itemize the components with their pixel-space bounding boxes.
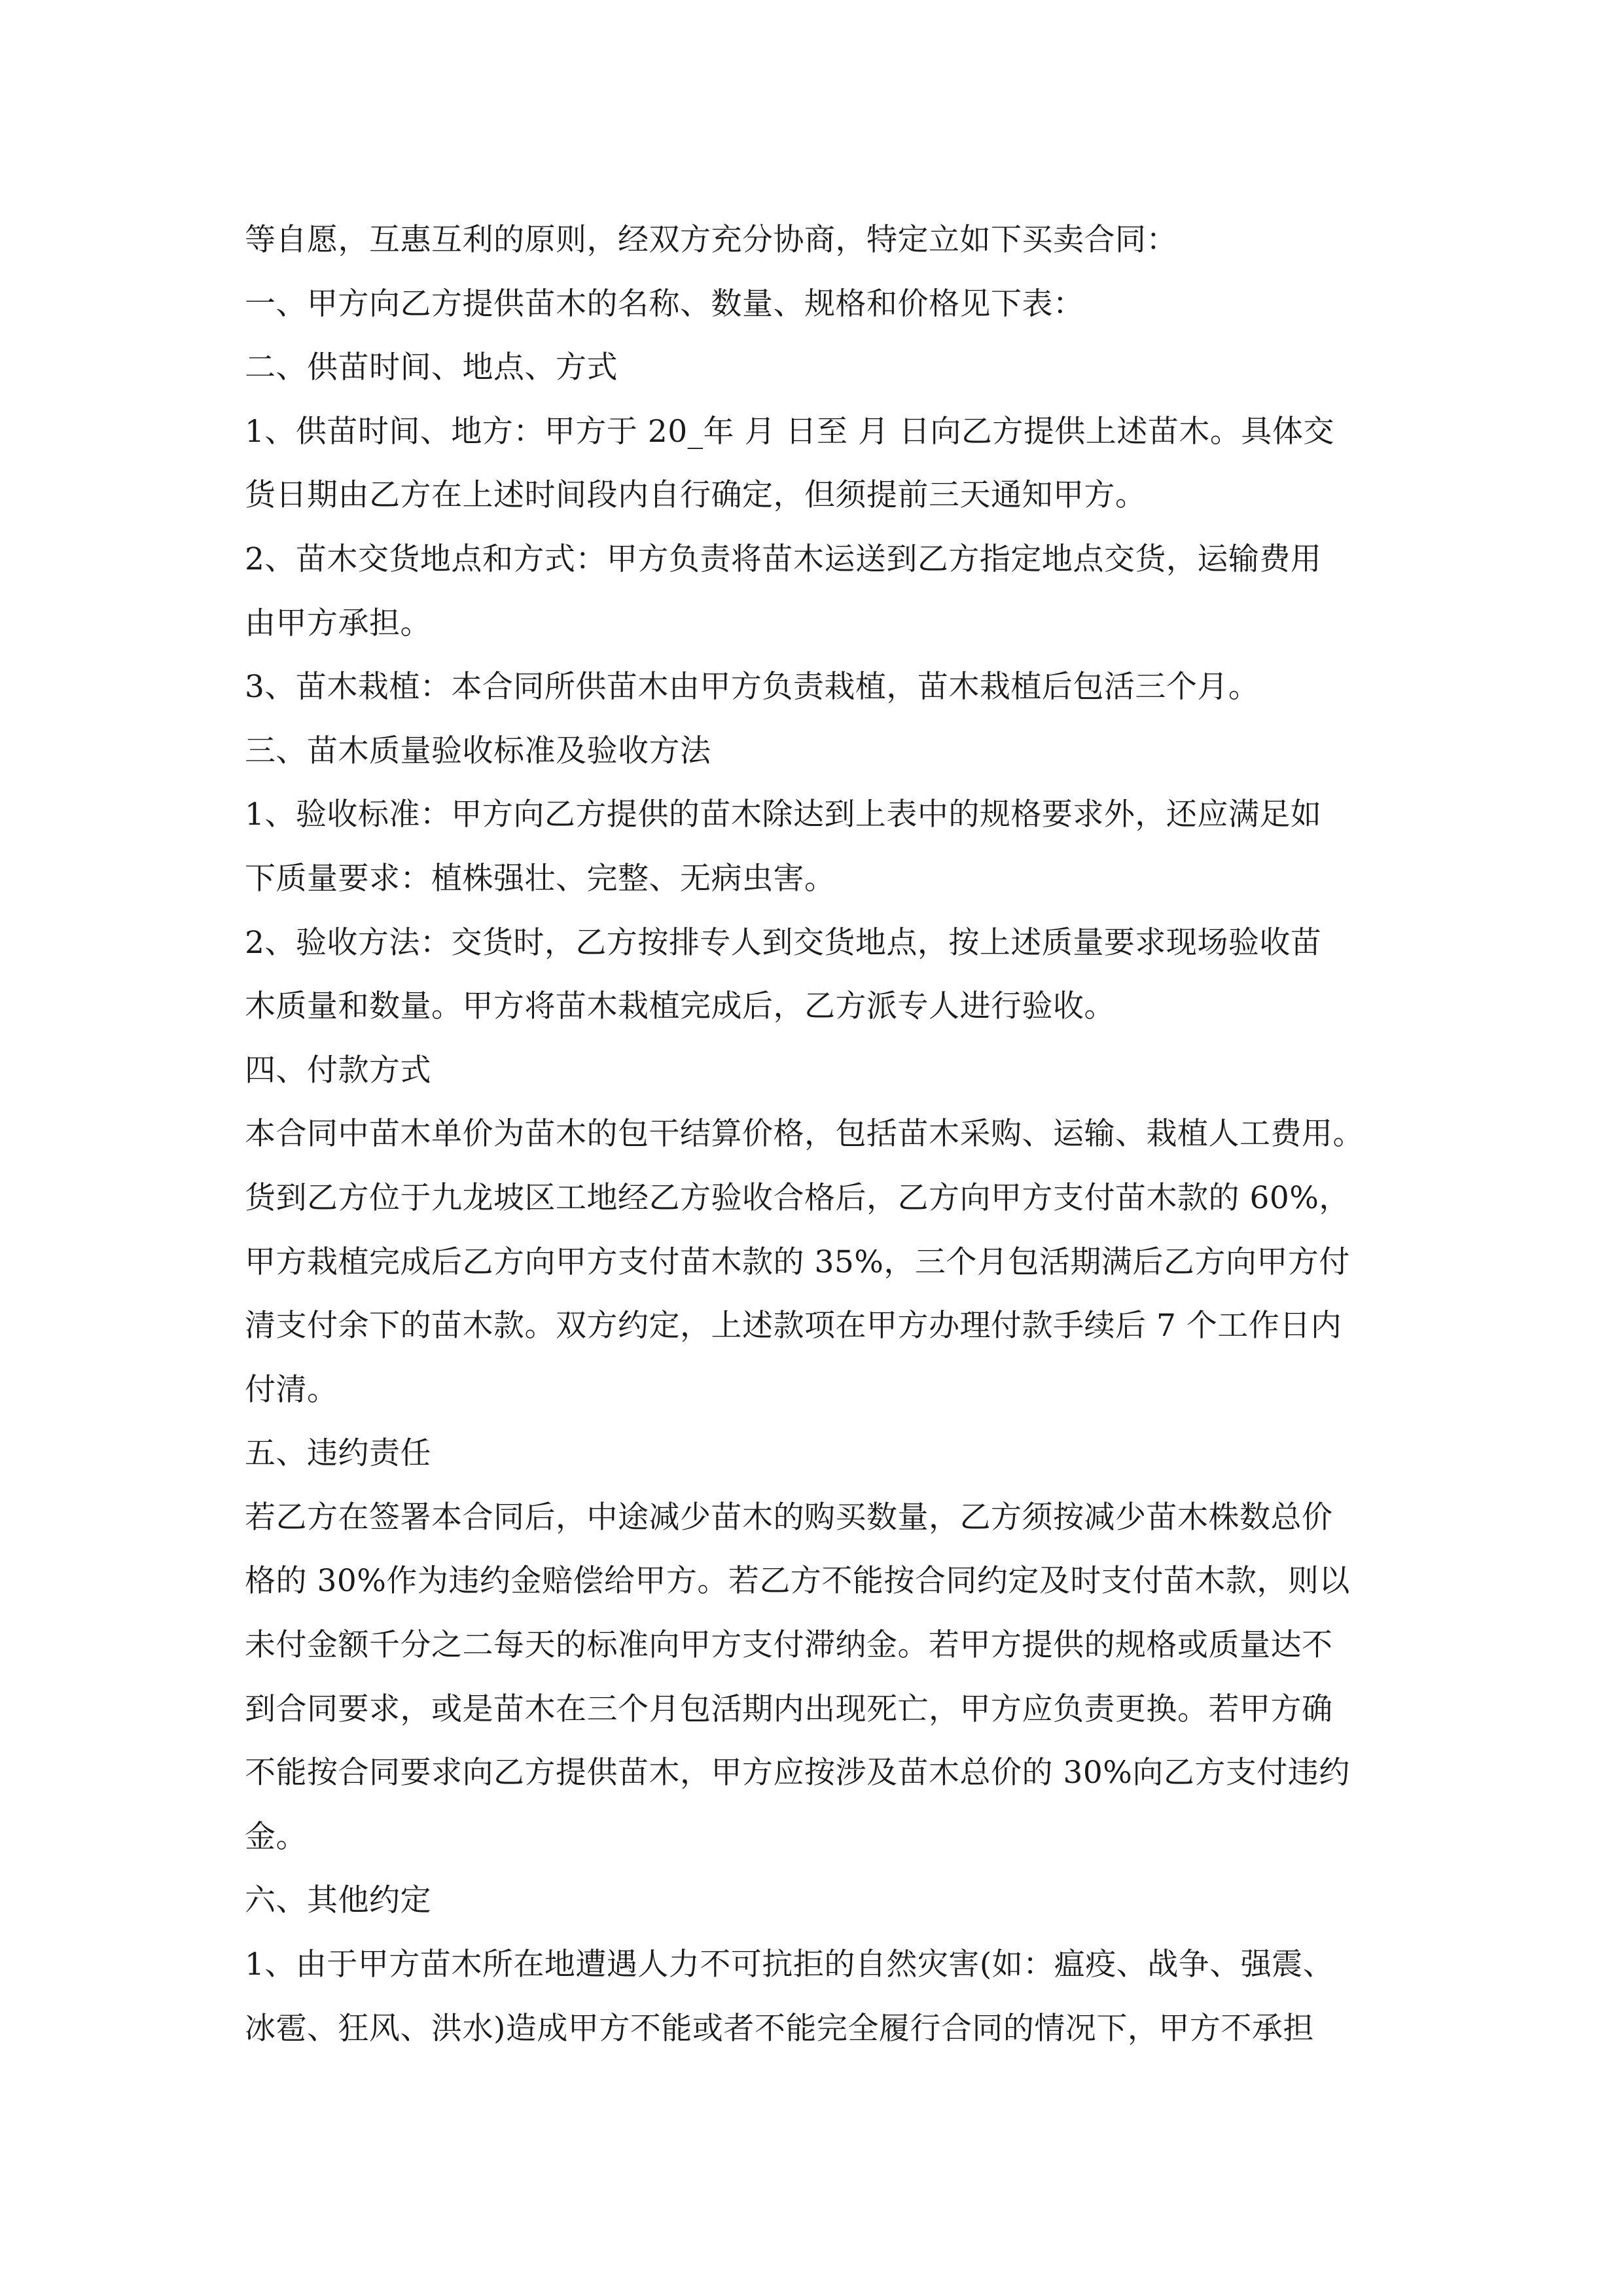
text-line: 格的 30%作为违约金赔偿给甲方。若乙方不能按合同约定及时支付苗木款，则以 — [245, 1563, 1350, 1600]
section-heading-5: 五、违约责任 — [245, 1435, 431, 1472]
text-line: 由甲方承担。 — [245, 605, 431, 641]
text-line: 清支付余下的苗木款。双方约定，上述款项在甲方办理付款手续后 7 个工作日内 — [245, 1308, 1342, 1344]
text-line: 1、验收标准：甲方向乙方提供的苗木除达到上表中的规格要求外，还应满足如 — [245, 797, 1322, 833]
text-line: 付清。 — [245, 1371, 338, 1408]
section-heading-6: 六、其他约定 — [245, 1882, 431, 1919]
text-line: 2、验收方法：交货时，乙方按排专人到交货地点，按上述质量要求现场验收苗 — [245, 924, 1322, 961]
text-line: 货到乙方位于九龙坡区工地经乙方验收合格后，乙方向甲方支付苗木款的 60%， — [245, 1179, 1350, 1216]
text-line: 1、由于甲方苗木所在地遭遇人力不可抗拒的自然灾害(如：瘟疫、战争、强震、 — [245, 1946, 1334, 1983]
text-line: 木质量和数量。甲方将苗木栽植完成后，乙方派专人进行验收。 — [245, 988, 1115, 1025]
contract-body-text — [245, 208, 1383, 2060]
text-line: 1、供苗时间、地方：甲方于 20_年 月 日至 月 日向乙方提供上述苗木。具体交 — [245, 413, 1334, 450]
text-line: 本合同中苗木单价为苗木的包干结算价格，包括苗木采购、运输、栽植人工费用。 — [245, 1116, 1364, 1153]
text-line: 未付金额千分之二每天的标准向甲方支付滞纳金。若甲方提供的规格或质量达不 — [245, 1627, 1333, 1664]
text-line: 若乙方在签署本合同后，中途减少苗木的购买数量，乙方须按减少苗木株数总价 — [245, 1499, 1333, 1535]
text-line: 到合同要求，或是苗木在三个月包活期内出现死亡，甲方应负责更换。若甲方确 — [245, 1691, 1333, 1727]
section-heading-2: 二、供苗时间、地点、方式 — [245, 350, 618, 386]
text-line: 3、苗木栽植：本合同所供苗木由甲方负责栽植，苗木栽植后包活三个月。 — [245, 669, 1260, 706]
text-line: 等自愿，互惠互利的原则，经双方充分协商，特定立如下买卖合同： — [245, 222, 1177, 258]
section-heading-3: 三、苗木质量验收标准及验收方法 — [245, 732, 711, 769]
text-line: 冰雹、狂风、洪水)造成甲方不能或者不能完全履行合同的情况下，甲方不承担 — [245, 2010, 1314, 2047]
text-line: 2、苗木交货地点和方式：甲方负责将苗木运送到乙方指定地点交货，运输费用 — [245, 541, 1322, 577]
text-line: 甲方栽植完成后乙方向甲方支付苗木款的 35%，三个月包活期满后乙方向甲方付 — [245, 1244, 1350, 1280]
section-heading-1: 一、甲方向乙方提供苗木的名称、数量、规格和价格见下表： — [245, 285, 1084, 322]
text-line: 货日期由乙方在上述时间段内自行确定，但须提前三天通知甲方。 — [245, 477, 1147, 514]
text-line: 下质量要求：植株强壮、完整、无病虫害。 — [245, 860, 836, 897]
section-heading-4: 四、付款方式 — [245, 1052, 431, 1088]
text-line: 不能按合同要求向乙方提供苗木，甲方应按涉及苗木总价的 30%向乙方支付违约 — [245, 1755, 1350, 1791]
text-line: 金。 — [245, 1818, 307, 1855]
